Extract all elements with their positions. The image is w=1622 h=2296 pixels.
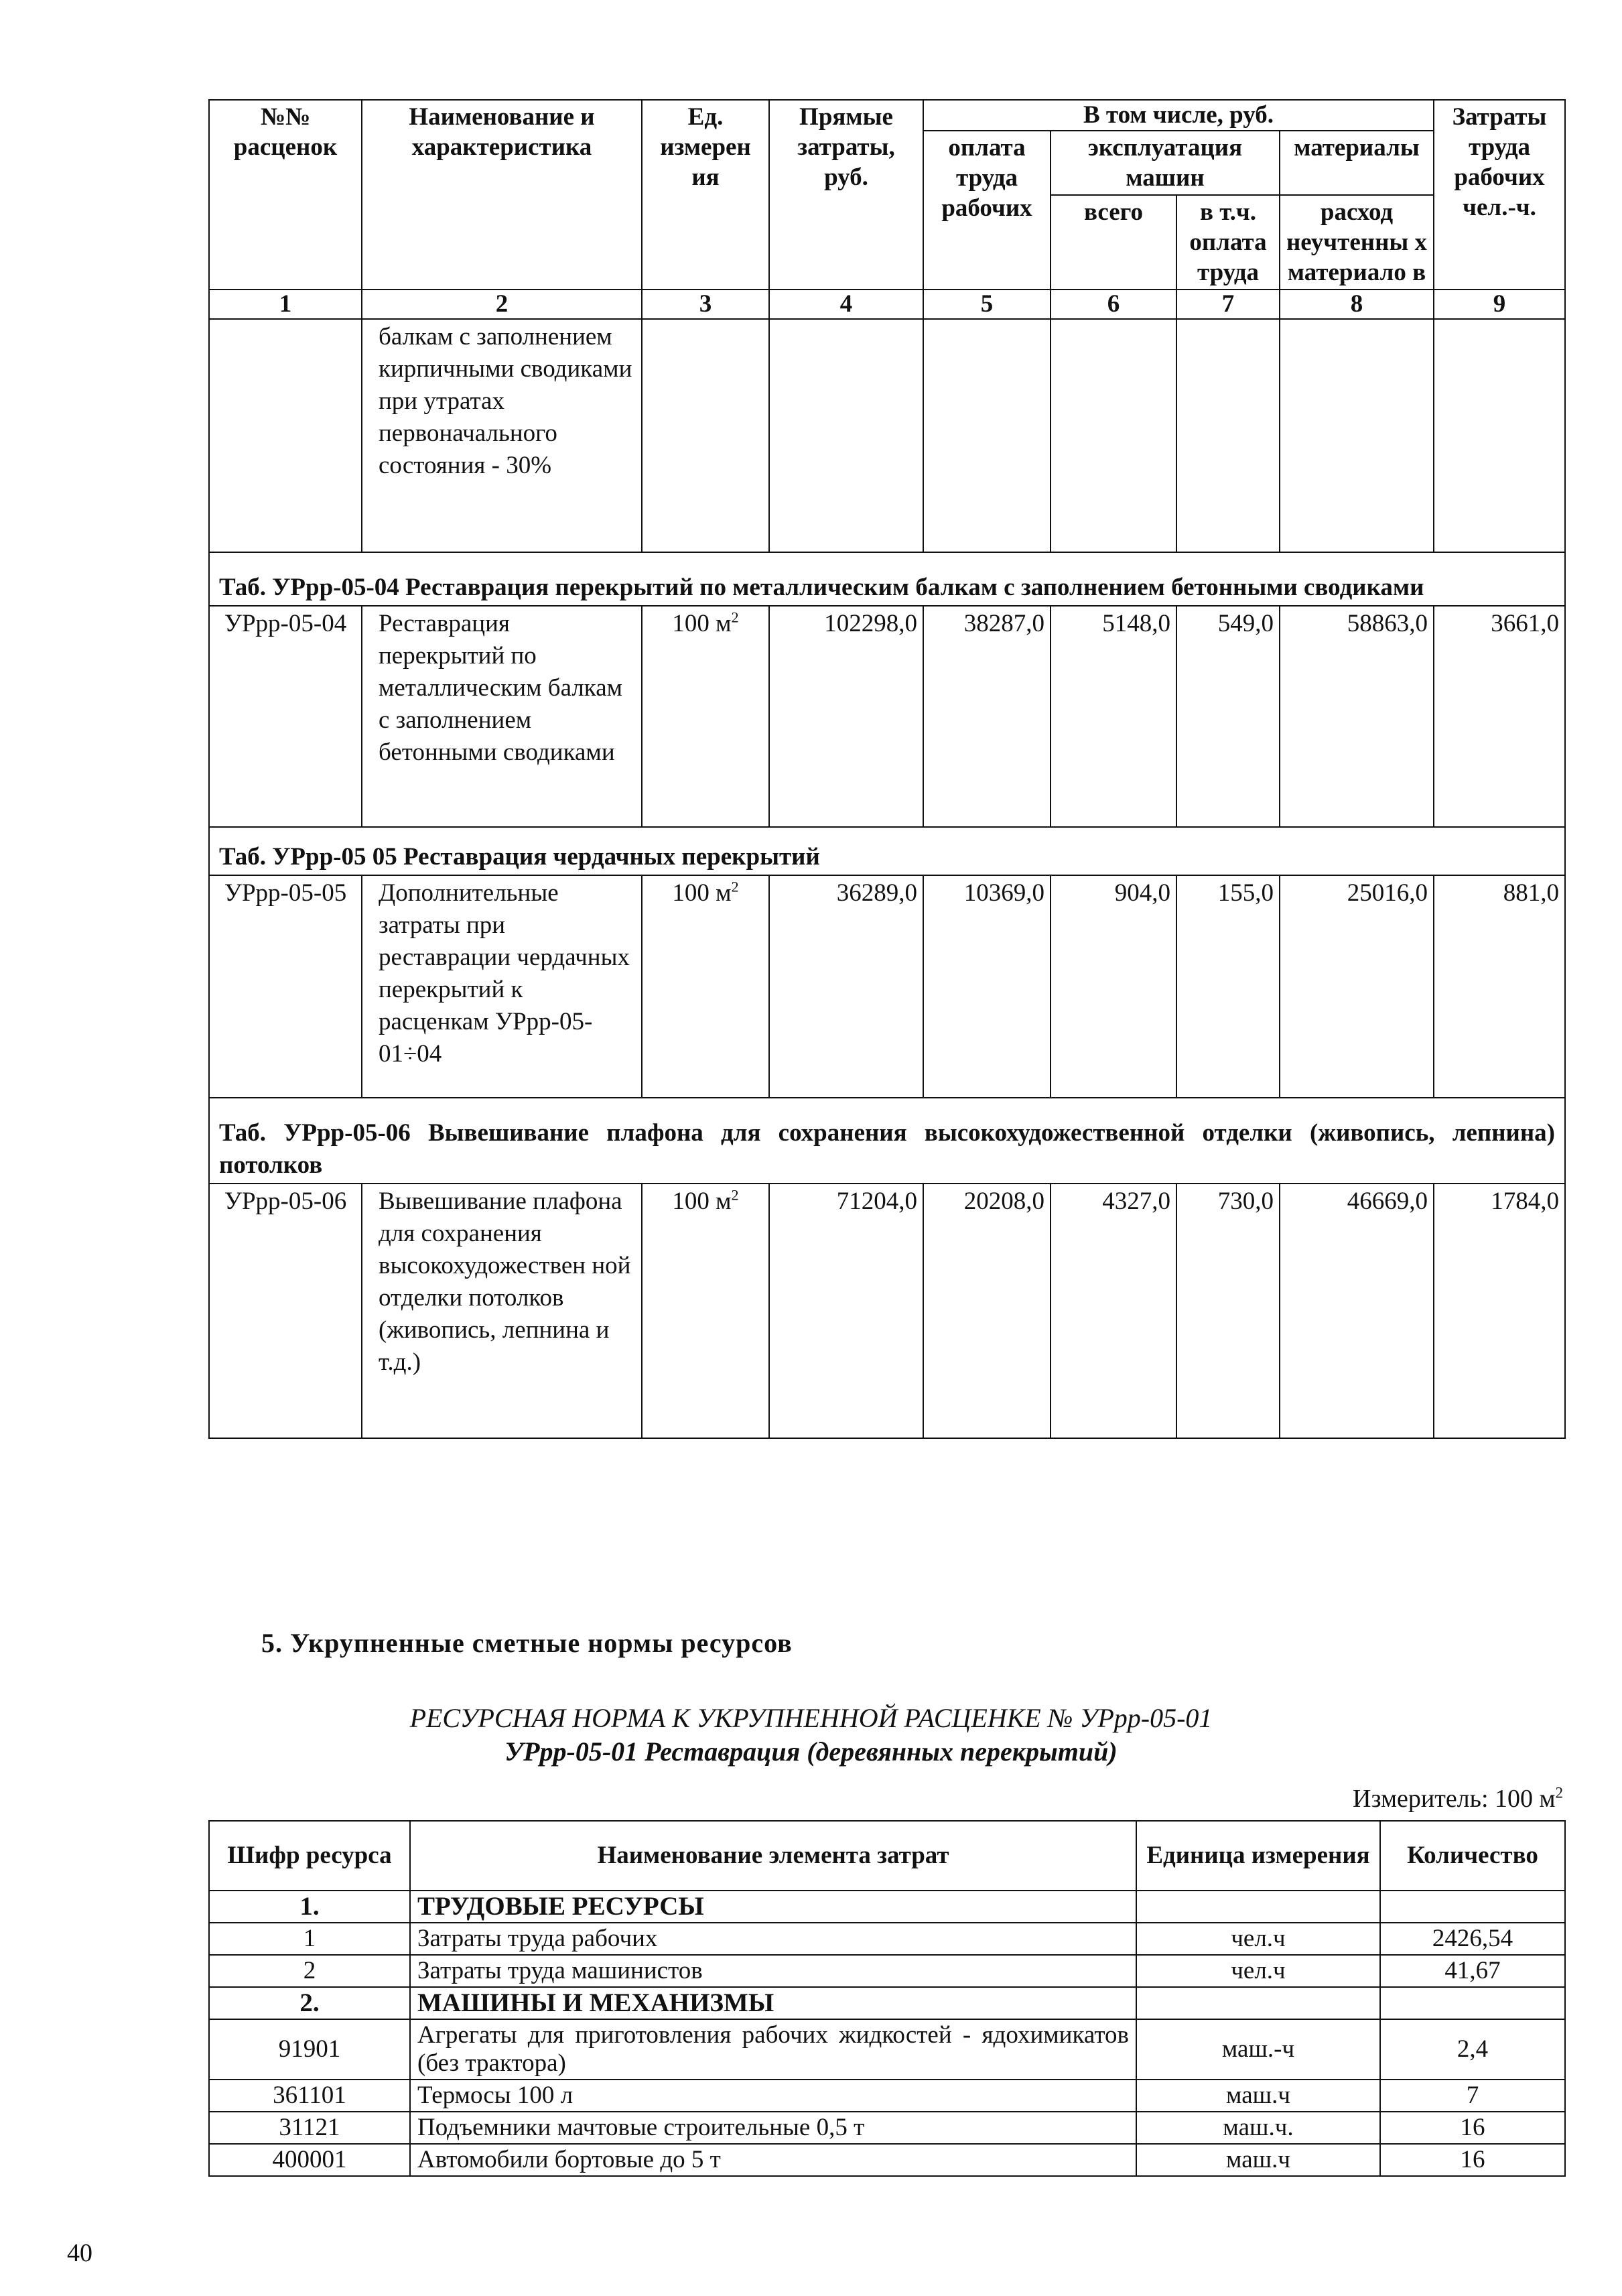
resource-qty: 7 xyxy=(1380,2080,1565,2112)
group-title: ТРУДОВЫЕ РЕСУРСЫ xyxy=(410,1891,1136,1923)
resource-row xyxy=(209,1923,1565,1955)
col-header-including: В том числе, руб. xyxy=(923,100,1434,131)
resource-row xyxy=(209,2144,1565,2176)
resource-name: Автомобили бортовые до 5 т xyxy=(410,2144,1136,2176)
col-number: 9 xyxy=(1434,290,1565,319)
resource-code: 91901 xyxy=(209,2019,410,2080)
resource-unit: маш.ч xyxy=(1136,2080,1380,2112)
res-header-unit: Единица измерения xyxy=(1136,1821,1380,1891)
resources-table xyxy=(208,1820,1566,2177)
rate-name: Вывешивание плафона для сохранения высокохудожествен ной отделки потолков (живопись, лепнина и т.д.) xyxy=(362,1184,642,1438)
resource-unit: маш.ч xyxy=(1136,2144,1380,2176)
column-numbers-row xyxy=(209,290,1565,319)
col-header-machines-total: всего xyxy=(1051,195,1176,290)
rate-unit: 100 $м^2$ xyxy=(642,1184,769,1438)
col-number: 5 xyxy=(923,290,1051,319)
header-row-1 xyxy=(209,100,1565,131)
rate-materials: 58863,0 xyxy=(1280,606,1434,827)
table-title-row xyxy=(209,1098,1565,1184)
section-heading: 5. Укрупненные сметные нормы ресурсов xyxy=(261,1628,793,1658)
resource-code: 31121 xyxy=(209,2112,410,2144)
rate-hours: 1784,0 xyxy=(1434,1184,1565,1438)
col-number: 6 xyxy=(1051,290,1176,319)
col-number: 8 xyxy=(1280,290,1434,319)
col-number: 3 xyxy=(642,290,769,319)
rate-labor: 38287,0 xyxy=(923,606,1051,827)
rate-materials: 46669,0 xyxy=(1280,1184,1434,1438)
continuation-name: балкам с заполнением кирпичными сводиками при утратах первоначального состояния - 30% xyxy=(362,319,642,552)
resource-name: Затраты труда рабочих xyxy=(410,1923,1136,1955)
resources-header-row xyxy=(209,1821,1565,1891)
rate-row xyxy=(209,1184,1565,1438)
col-header-code: №№ расценок xyxy=(209,100,362,290)
rate-code: УРрр-05-04 xyxy=(209,606,362,827)
col-header-unit: Ед. измерен ия xyxy=(642,100,769,290)
group-title: МАШИНЫ И МЕХАНИЗМЫ xyxy=(410,1987,1136,2019)
rate-code: УРрр-05-06 xyxy=(209,1184,362,1438)
group-row xyxy=(209,1891,1565,1923)
res-header-qty: Количество xyxy=(1380,1821,1565,1891)
resource-code: 1 xyxy=(209,1923,410,1955)
resource-qty: 2426,54 xyxy=(1380,1923,1565,1955)
group-number: 1. xyxy=(209,1891,410,1923)
rate-direct: 36289,0 xyxy=(769,875,923,1098)
rate-machines-labor: 155,0 xyxy=(1176,875,1280,1098)
col-header-direct: Прямые затраты, руб. xyxy=(769,100,923,290)
col-number: 7 xyxy=(1176,290,1280,319)
col-number: 1 xyxy=(209,290,362,319)
rate-direct: 102298,0 xyxy=(769,606,923,827)
rate-machines: 4327,0 xyxy=(1051,1184,1176,1438)
resource-code: 2 xyxy=(209,1955,410,1987)
rate-direct: 71204,0 xyxy=(769,1184,923,1438)
resource-unit: маш.-ч xyxy=(1136,2019,1380,2080)
resource-qty: 16 xyxy=(1380,2144,1565,2176)
resource-unit: чел.ч xyxy=(1136,1955,1380,1987)
resource-qty: 16 xyxy=(1380,2112,1565,2144)
resource-name: Подъемники мачтовые строительные 0,5 т xyxy=(410,2112,1136,2144)
col-header-name: Наименование и характеристика xyxy=(362,100,642,290)
rate-machines: 5148,0 xyxy=(1051,606,1176,827)
resource-qty: 41,67 xyxy=(1380,1955,1565,1987)
rate-unit: 100 $м^2$ xyxy=(642,875,769,1098)
table-title: Таб. УРрр-05 05 Реставрация чердачных перекрытий xyxy=(209,827,1565,875)
resource-code: 400001 xyxy=(209,2144,410,2176)
resource-unit: маш.ч. xyxy=(1136,2112,1380,2144)
res-header-name: Наименование элемента затрат xyxy=(410,1821,1136,1891)
measure-unit: Измеритель: 100 $м^2$ xyxy=(1353,1784,1563,1813)
page-number: 40 xyxy=(67,2239,92,2267)
resource-row xyxy=(209,2019,1565,2080)
rate-machines-labor: 549,0 xyxy=(1176,606,1280,827)
table-title-row xyxy=(209,827,1565,875)
col-header-hours: Затраты труда рабочих чел.-ч. xyxy=(1434,100,1565,290)
rate-hours: 3661,0 xyxy=(1434,606,1565,827)
resource-row xyxy=(209,2112,1565,2144)
res-header-code: Шифр ресурса xyxy=(209,1821,410,1891)
table-title: Таб. УРрр-05-04 Реставрация перекрытий по металлическим балкам с заполнением бетонными сводиками xyxy=(209,552,1565,606)
col-header-labor: оплата труда рабочих xyxy=(923,131,1051,290)
resource-code: 361101 xyxy=(209,2080,410,2112)
norm-title: РЕСУРСНАЯ НОРМА К УКРУПНЕННОЙ РАСЦЕНКЕ № УРрр-05-01 xyxy=(409,1703,1213,1733)
rate-labor: 10369,0 xyxy=(923,875,1051,1098)
resource-name: Затраты труда машинистов xyxy=(410,1955,1136,1987)
rate-name: Реставрация перекрытий по металлическим балкам с заполнением бетонными сводиками xyxy=(362,606,642,827)
group-row xyxy=(209,1987,1565,2019)
rate-row xyxy=(209,606,1565,827)
rate-code: УРрр-05-05 xyxy=(209,875,362,1098)
col-header-machines-labor: в т.ч. оплата труда xyxy=(1176,195,1280,290)
resource-qty: 2,4 xyxy=(1380,2019,1565,2080)
group-number: 2. xyxy=(209,1987,410,2019)
col-header-machines: эксплуатация машин xyxy=(1051,131,1280,195)
table-title-row xyxy=(209,552,1565,606)
col-number: 2 xyxy=(362,290,642,319)
resource-row xyxy=(209,2080,1565,2112)
continuation-row xyxy=(209,319,1565,552)
resource-name: Термосы 100 л xyxy=(410,2080,1136,2112)
rate-unit: 100 $м^2$ xyxy=(642,606,769,827)
table-title: Таб. УРрр-05-06 Вывешивание плафона для сохранения высокохудожественной отделки (живопись, лепнина) потолков xyxy=(209,1098,1565,1184)
resource-row xyxy=(209,1955,1565,1987)
rates-table xyxy=(208,99,1566,1439)
rate-machines: 904,0 xyxy=(1051,875,1176,1098)
resource-unit: чел.ч xyxy=(1136,1923,1380,1955)
rate-machines-labor: 730,0 xyxy=(1176,1184,1280,1438)
norm-subtitle: УРрр-05-01 Реставрация (деревянных перекрытий) xyxy=(504,1736,1118,1767)
resource-name: Агрегаты для приготовления рабочих жидкостей - ядохимикатов (без трактора) xyxy=(410,2019,1136,2080)
col-header-materials: материалы xyxy=(1280,131,1434,195)
rate-hours: 881,0 xyxy=(1434,875,1565,1098)
rate-materials: 25016,0 xyxy=(1280,875,1434,1098)
rate-row xyxy=(209,875,1565,1098)
rate-name: Дополнительные затраты при реставрации чердачных перекрытий к расценкам УРрр-05-01÷04 xyxy=(362,875,642,1098)
col-header-unaccounted: расход неучтенны х материало в xyxy=(1280,195,1434,290)
col-number: 4 xyxy=(769,290,923,319)
rate-labor: 20208,0 xyxy=(923,1184,1051,1438)
